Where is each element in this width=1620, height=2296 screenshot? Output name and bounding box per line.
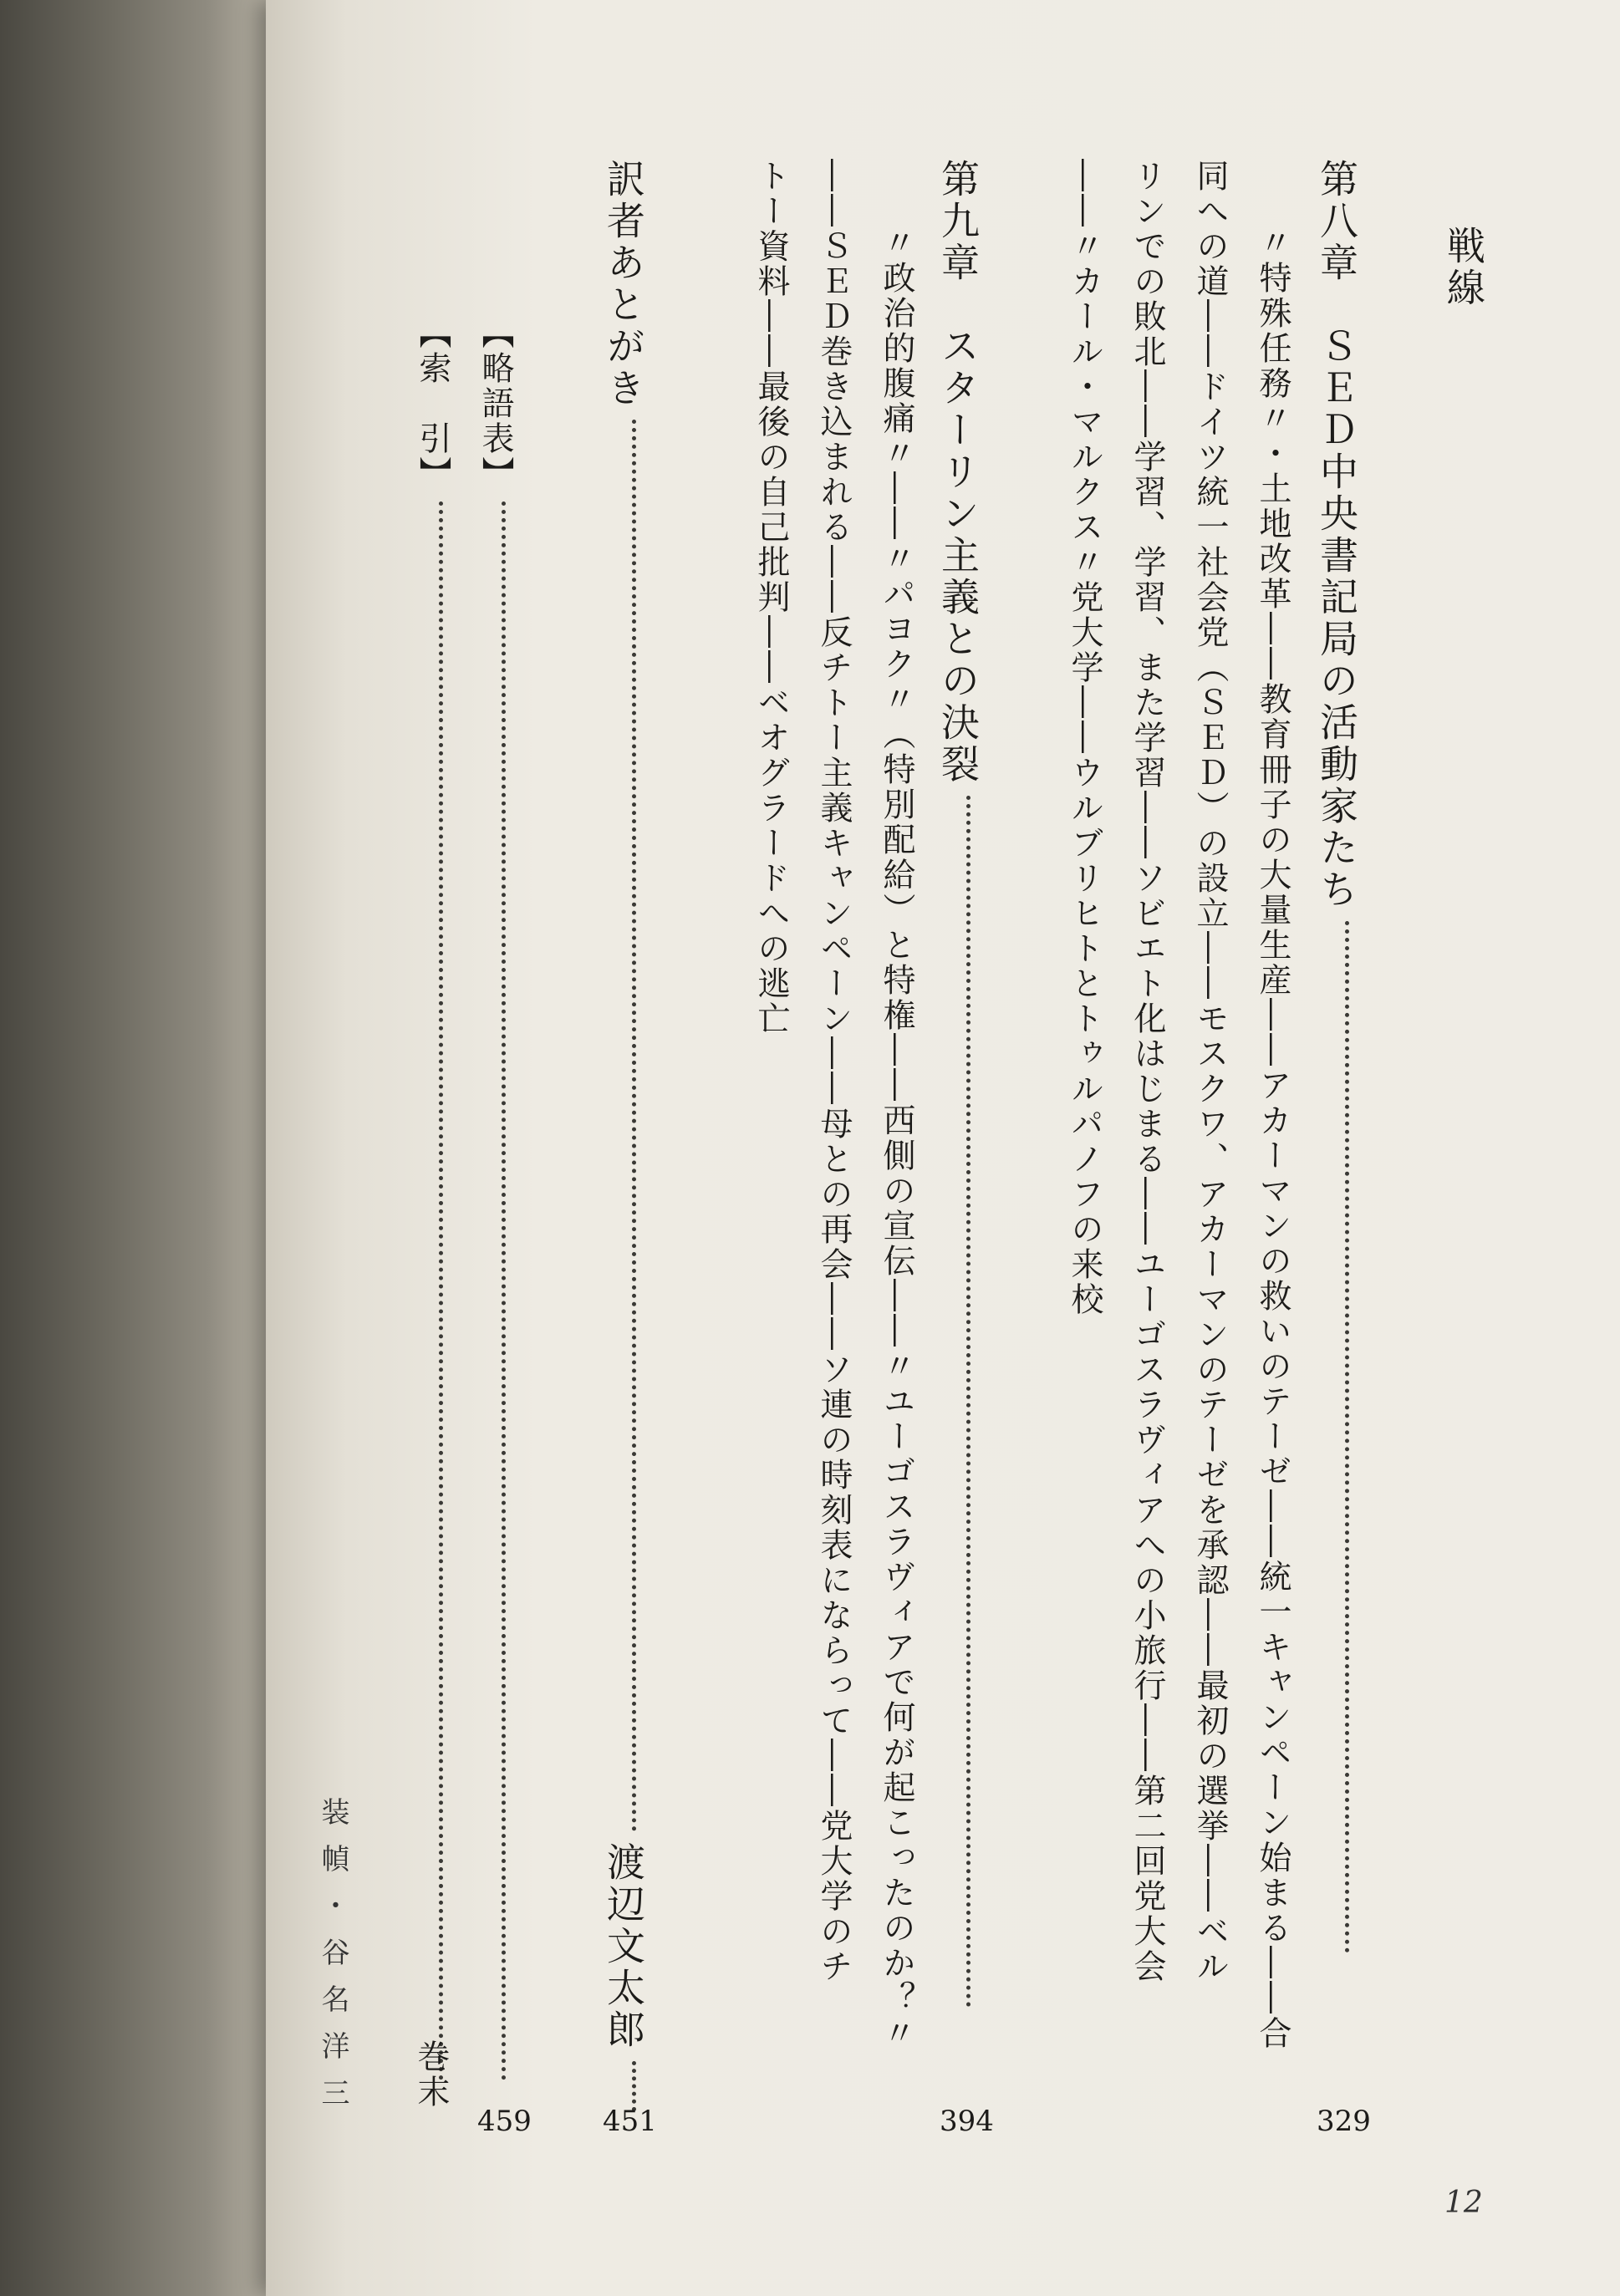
header-fragment: 戦線 [1441,226,1486,309]
chapter-9-title-text: 第九章 スターリン主義との決裂 [935,159,981,786]
chapter-9-line-1: 〃政治的腹痛〃――〃パヨク〃（特別配給）と特権――西側の宣伝――〃ユーゴスラヴィアで何が起こったのか？〃 [878,226,915,2051]
abbreviations-entry [476,316,514,2091]
chapter-8-line-1: 〃特殊任務〃・土地改革――教育冊子の大量生産――アカーマンの救いのテーゼ――統一キャンペーン始まる――合 [1254,226,1291,2051]
afterword-page: 451 [603,2105,657,2138]
chapter-8-leader [1345,921,1349,1953]
chapter-8-title [1314,159,1359,1963]
chapter-9-title [935,159,981,2018]
design-credit: 装幀・谷名洋三 [316,1797,349,2125]
index-page: 巻末 [412,2039,450,2110]
page-number: 12 [1444,2186,1483,2220]
afterword-author: 渡辺文太郎 [601,1842,646,2051]
chapter-8-line-2: 同への道――ドイツ統一社会党（ＳＥＤ）の設立――モスクワ、アカーマンのテーゼを承認――最初の選挙――ベル [1191,159,1229,1984]
chapter-8-line-4: ――〃カール・マルクス〃党大学――ウルブリヒトとトゥルパノフの来校 [1066,159,1103,1317]
abbreviations-page: 459 [477,2105,532,2138]
index-label: 【索 引】 [414,316,451,491]
book-gutter [0,0,276,2296]
chapter-8-page: 329 [1317,2105,1371,2138]
abbreviations-leader [502,501,506,2081]
chapter-9-line-3: トー資料――最後の自己批判――ベオグラードへの逃亡 [752,159,790,1036]
index-leader [439,501,443,2081]
chapter-9-page: 394 [940,2105,994,2138]
afterword-leader [632,420,636,1832]
chapter-8-line-3: リンでの敗北――学習、学習、また学習――ソビエト化はじまる――ユーゴスラヴィアへの小旅行――第二回党大会 [1128,159,1166,1984]
afterword-label: 訳者あとがき [601,159,646,410]
book-page [266,0,1620,2296]
abbreviations-label: 【略語表】 [476,316,514,491]
afterword-entry [601,159,646,2121]
chapter-8-title-text: 第八章 ＳＥＤ中央書記局の活動家たち [1314,159,1359,911]
chapter-9-leader [966,796,970,2008]
index-entry [416,316,449,2091]
afterword-leader-2 [632,2061,636,2111]
chapter-9-line-2: ――ＳＥＤ巻き込まれる――反チトー主義キャンペーン――母との再会――ソ連の時刻表にならって――党大学のチ [815,159,853,1984]
